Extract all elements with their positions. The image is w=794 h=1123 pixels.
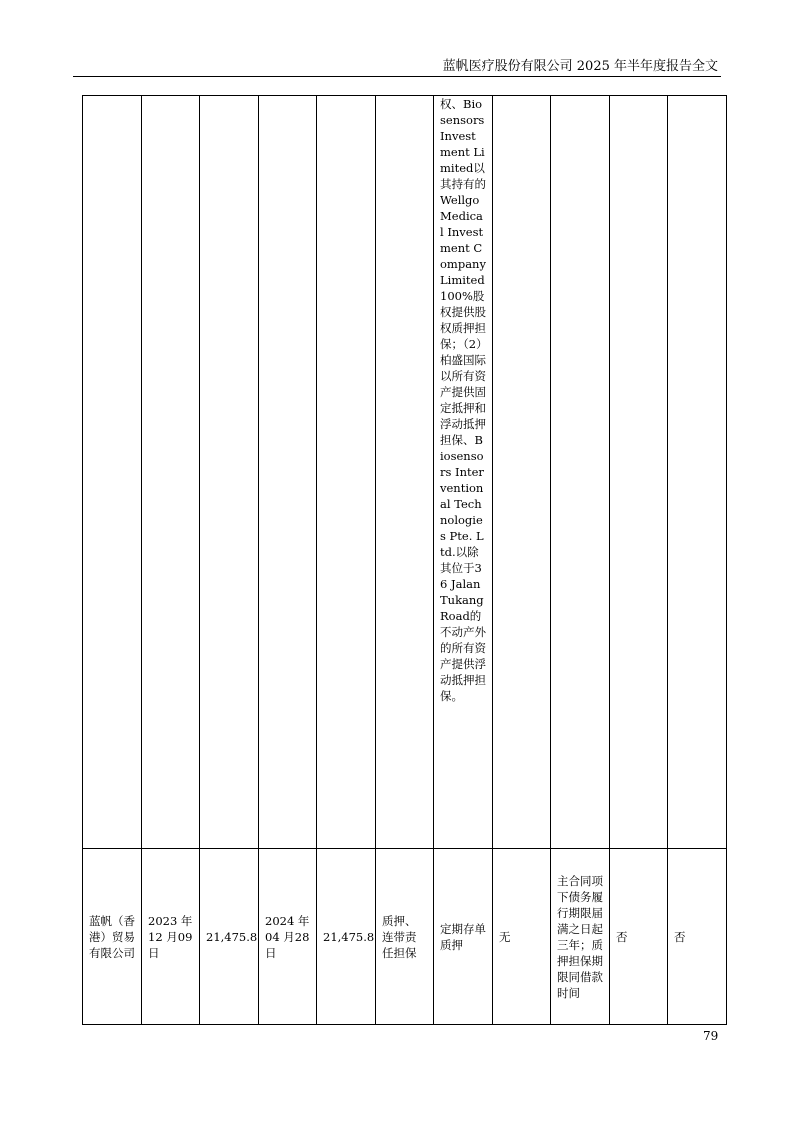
guarantee-period-cell: 主合同项下债务履行期限届满之日起三年；质押担保期限同借款时间: [551, 849, 610, 1025]
table-cell-empty: [142, 96, 200, 849]
actual-amount-cell: 21,475.8: [317, 849, 376, 1025]
table-cell-empty: [317, 96, 376, 849]
actual-occurrence-date-cell: 2024 年04 月28 日: [259, 849, 317, 1025]
collateral-condition-cell: 权、Biosensors Investment Limited以其持有的Wellgo Medical Investment Company Limited 100%股权提供股权质押担保；（2）柏盛国际以所有资产提供固定抵押和浮动抵押担保、Biosensors Interventional Technologies Pte. Ltd.以除其位于36 Jalan Tukang Road的不动产外的所有资产提供浮动抵押担保。: [434, 96, 493, 849]
table-cell-empty: [610, 96, 668, 849]
table-row: [83, 849, 727, 1025]
table-cell-empty: [376, 96, 434, 849]
counter-guarantee-cell: 无: [493, 849, 551, 1025]
table-cell-empty: [551, 96, 610, 849]
guarantee-object-cell: 蓝帆（香港）贸易有限公司: [83, 849, 142, 1025]
table-cell-empty: [200, 96, 259, 849]
page-number: 79: [703, 1029, 719, 1043]
collateral-cell: 定期存单质押: [434, 849, 493, 1025]
table-cell-empty: [83, 96, 142, 849]
table-row: [83, 96, 727, 849]
fulfilled-cell: 否: [610, 849, 668, 1025]
table-cell-empty: [668, 96, 727, 849]
table-cell-empty: [493, 96, 551, 849]
header-divider: [73, 76, 721, 77]
report-header-title: 蓝帆医疗股份有限公司 2025 年半年度报告全文: [442, 59, 718, 74]
guarantee-type-cell: 质押、连带责任担保: [376, 849, 434, 1025]
disclosure-date-cell: 2023 年12 月09 日: [142, 849, 200, 1025]
table-cell-empty: [259, 96, 317, 849]
guarantee-limit-cell: 21,475.8: [200, 849, 259, 1025]
guarantee-table: [82, 95, 727, 1025]
related-party-cell: 否: [668, 849, 727, 1025]
